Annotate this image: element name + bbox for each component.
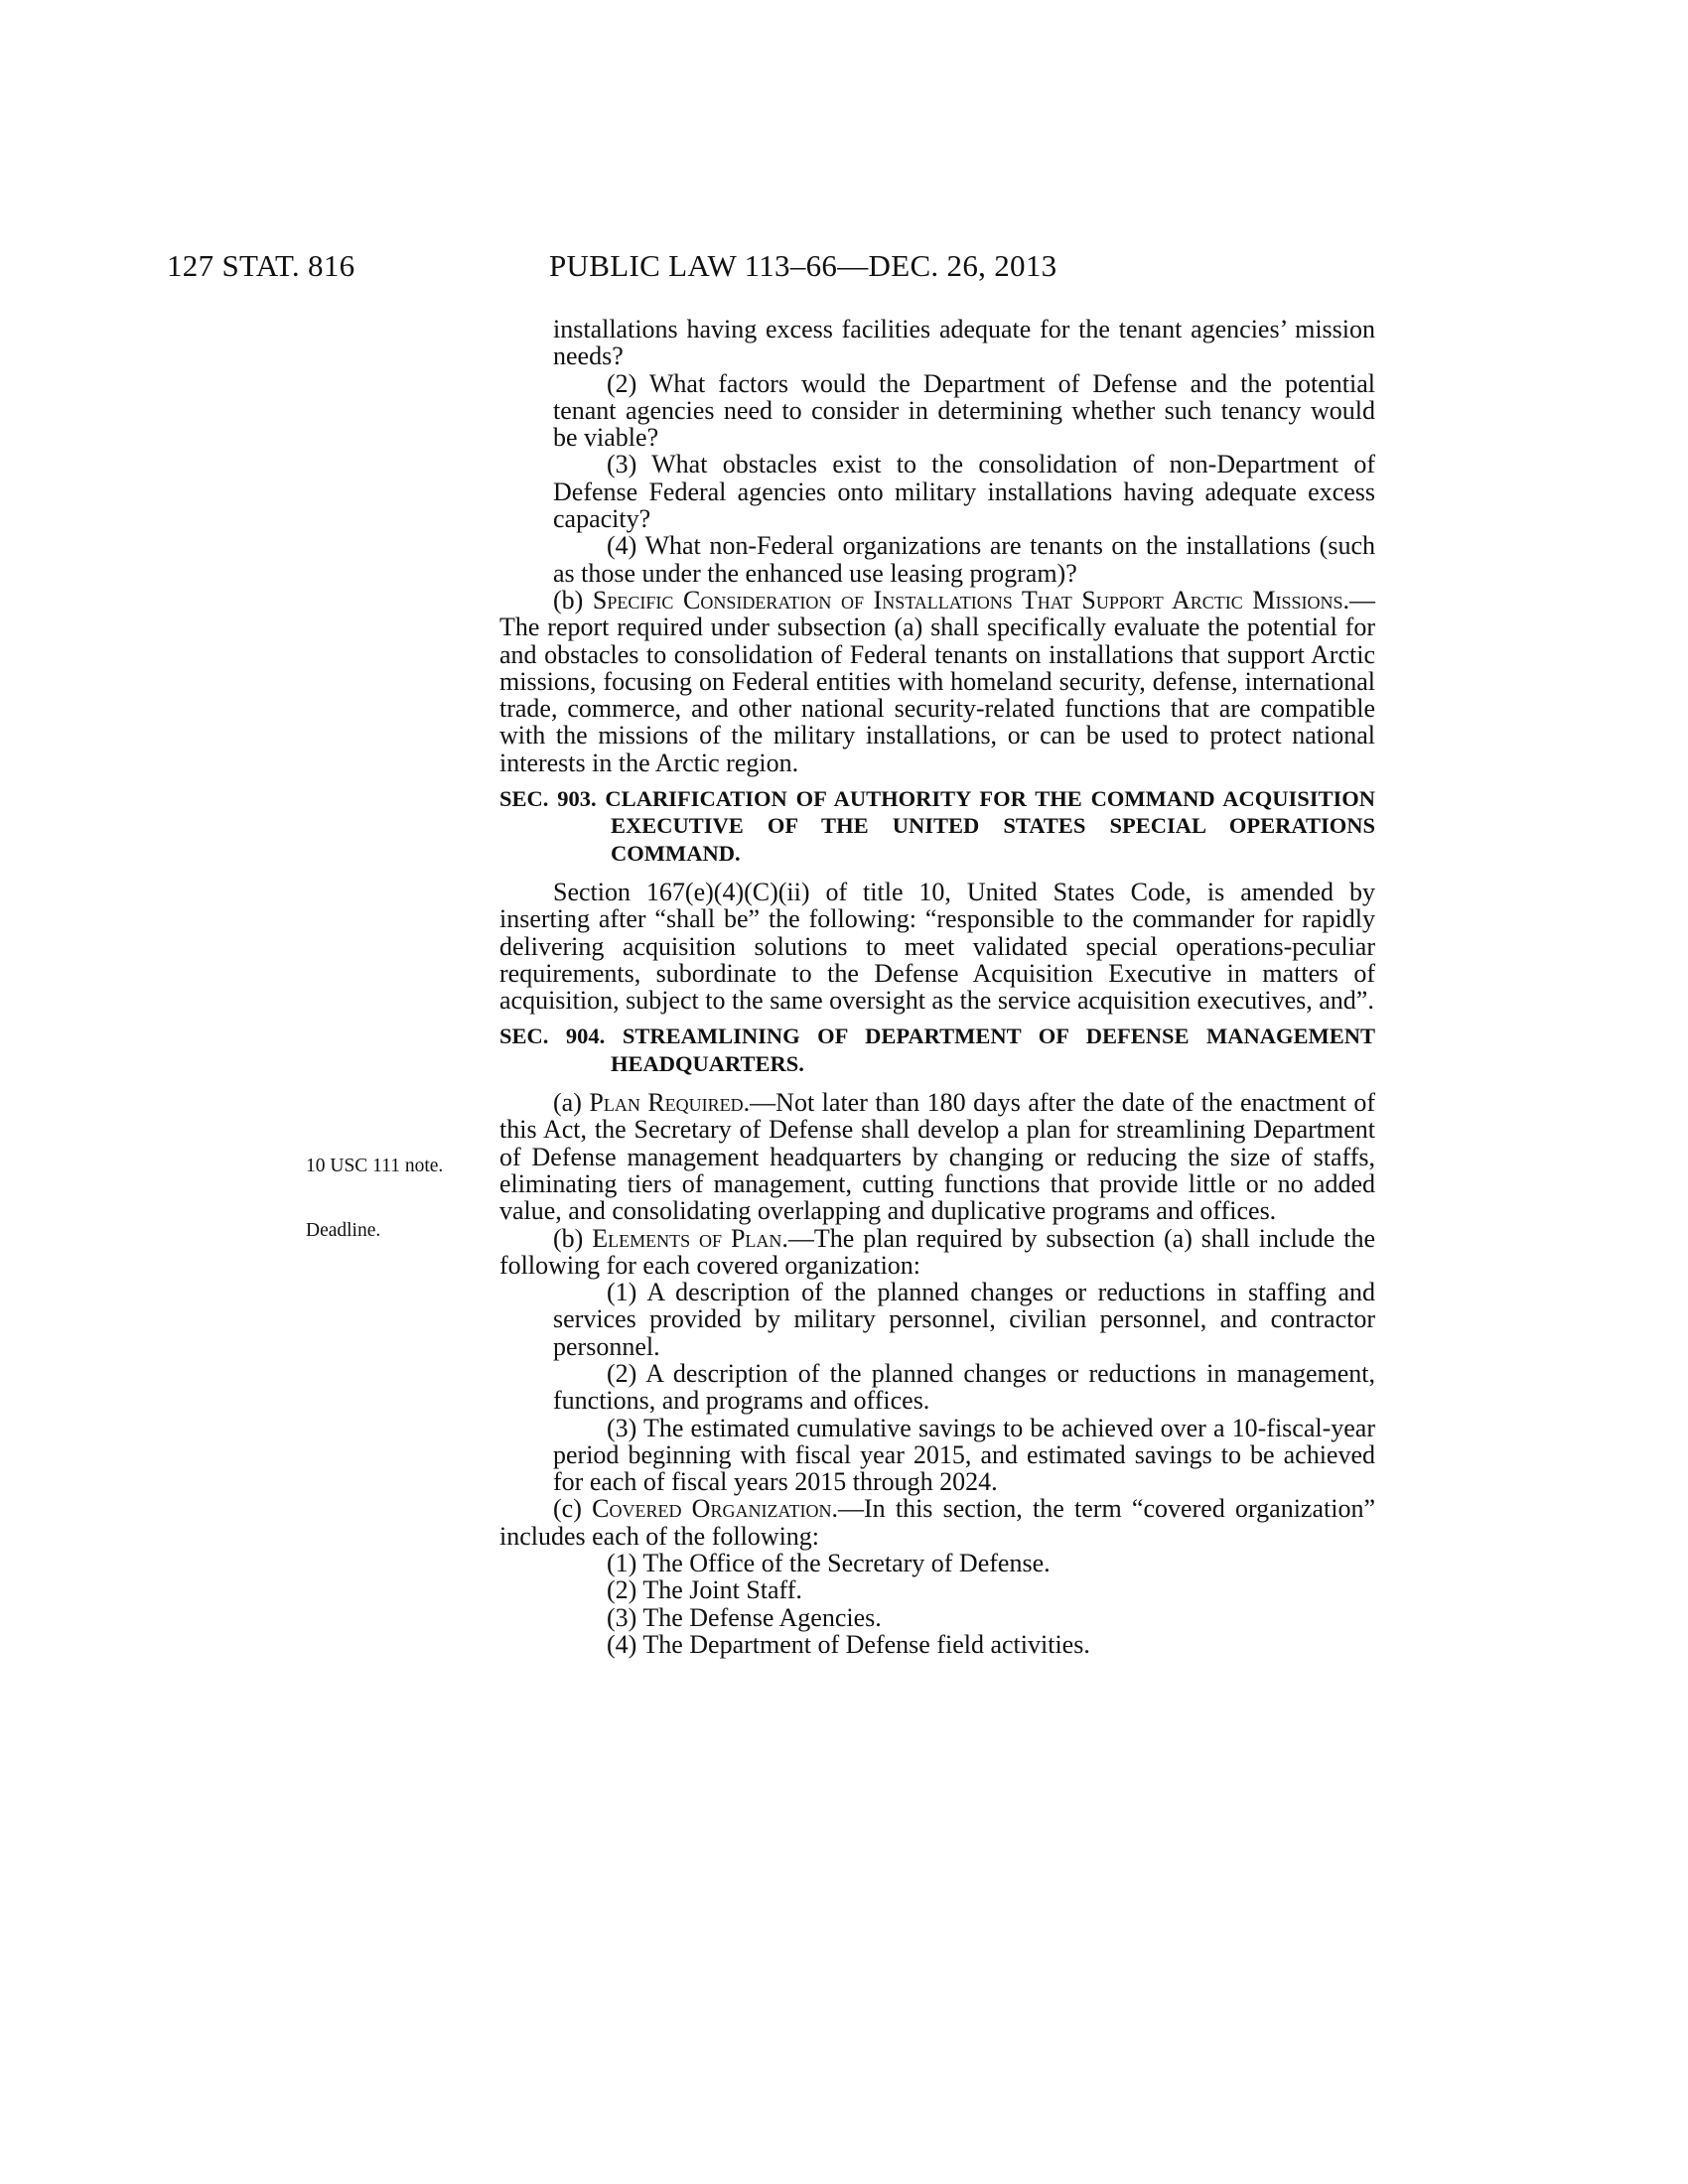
sec902-question-3: (3) What obstacles exist to the consolidation of non-Department of Defense Federal agencies onto military installations having adequate excess capacity? (553, 450, 1375, 534)
sec904-subsection-a (499, 1089, 1375, 1224)
covered-org-3: (3) The Defense Agencies. (607, 1602, 882, 1632)
margin-note-deadline: Deadline. (306, 1220, 381, 1241)
public-law-title: PUBLIC LAW 113–66—DEC. 26, 2013 (549, 248, 1057, 283)
covered-org-2: (2) The Joint Staff. (607, 1575, 802, 1605)
subsection-heading: Plan Required (589, 1088, 744, 1118)
sec902-subsection-b (499, 587, 1375, 776)
covered-org-1: (1) The Office of the Secretary of Defense. (607, 1549, 1051, 1578)
subsection-text: .—In this section, the term “covered organization” includes each of the following: (499, 1494, 1375, 1551)
sec902-question-4: (4) What non-Federal organizations are tenants on the installations (such as those under the enhanced use leasing program)? (553, 531, 1375, 588)
sec904-subsection-c (499, 1495, 1375, 1550)
sec904-element-3: (3) The estimated cumulative savings to be achieved over a 10-fiscal-year period beginning with fiscal year 2015, and estimated savings to be achieved for each of fiscal years 2015 through 2024. (553, 1413, 1375, 1497)
subsection-label: (b) (553, 1223, 593, 1253)
subsection-label: (a) (553, 1088, 590, 1118)
sec904-element-1: (1) A description of the planned changes or reductions in staffing and services provided by military personnel, civilian personnel, and contractor personnel. (553, 1278, 1375, 1361)
stat-page-number: 127 STAT. 816 (167, 248, 355, 283)
sec902-continuation: installations having excess facilities adequate for the tenant agencies’ mission needs? (553, 315, 1375, 371)
subsection-heading: Elements of Plan (592, 1223, 782, 1253)
sec903-heading: SEC. 903. CLARIFICATION OF AUTHORITY FOR THE COMMAND ACQUISITION EXECUTIVE OF THE UNITED STATES SPECIAL OPERATIONS COMMAND. (499, 786, 1375, 866)
subsection-text: .—The report required under subsection (a) shall specifically evaluate the potential for and obstacles to consolidation of Federal tenants on installations that support Arctic missions, focusing on Federal entities with homeland security, defense, international trade, commerce, and other national security-related functions that are compatible with the missions of the military installations, or can be used to protect national interests in the Arctic region. (499, 585, 1375, 777)
subsection-heading: Covered Organization (592, 1494, 832, 1524)
subsection-label: (c) (553, 1494, 593, 1524)
covered-org-4: (4) The Department of Defense field activities. (607, 1629, 1090, 1659)
sec904-heading: SEC. 904. STREAMLINING OF DEPARTMENT OF DEFENSE MANAGEMENT HEADQUARTERS. (499, 1024, 1375, 1076)
sec903-text: Section 167(e)(4)(C)(ii) of title 10, United States Code, is amended by inserting after “shall be” the following: “responsible to the commander for rapidly delivering acquisition solutions to meet validated special operations-peculiar requirements, subordinate to the Defense Acquisition Executive in matters of acquisition, subject to the same oversight as the service acquisition executives, and”. (499, 877, 1375, 1016)
subsection-label: (b) (553, 585, 593, 614)
body-column (499, 316, 1375, 1658)
sec904-subsection-b (499, 1225, 1375, 1280)
sec904-element-2: (2) A description of the planned changes or reductions in management, functions, and programs and offices. (553, 1358, 1375, 1416)
subsection-text: .—Not later than 180 days after the date of the enactment of this Act, the Secretary of Defense shall develop a plan for streamlining Department of Defense management headquarters by changing or reducing the size of staffs, eliminating tiers of management, cutting functions that provide little or no added value, and consolidating overlapping and duplicative programs and offices. (499, 1088, 1375, 1226)
sec902-question-2: (2) What factors would the Department of Defense and the potential tenant agencies need to consider in determining whether such tenancy would be viable? (553, 368, 1375, 453)
subsection-heading: Specific Consideration of Installations That Support Arctic Missions (592, 585, 1343, 614)
subsection-text: .—The plan required by subsection (a) shall include the following for each covered organization: (499, 1223, 1376, 1280)
margin-note-usc: 10 USC 111 note. (306, 1156, 444, 1176)
